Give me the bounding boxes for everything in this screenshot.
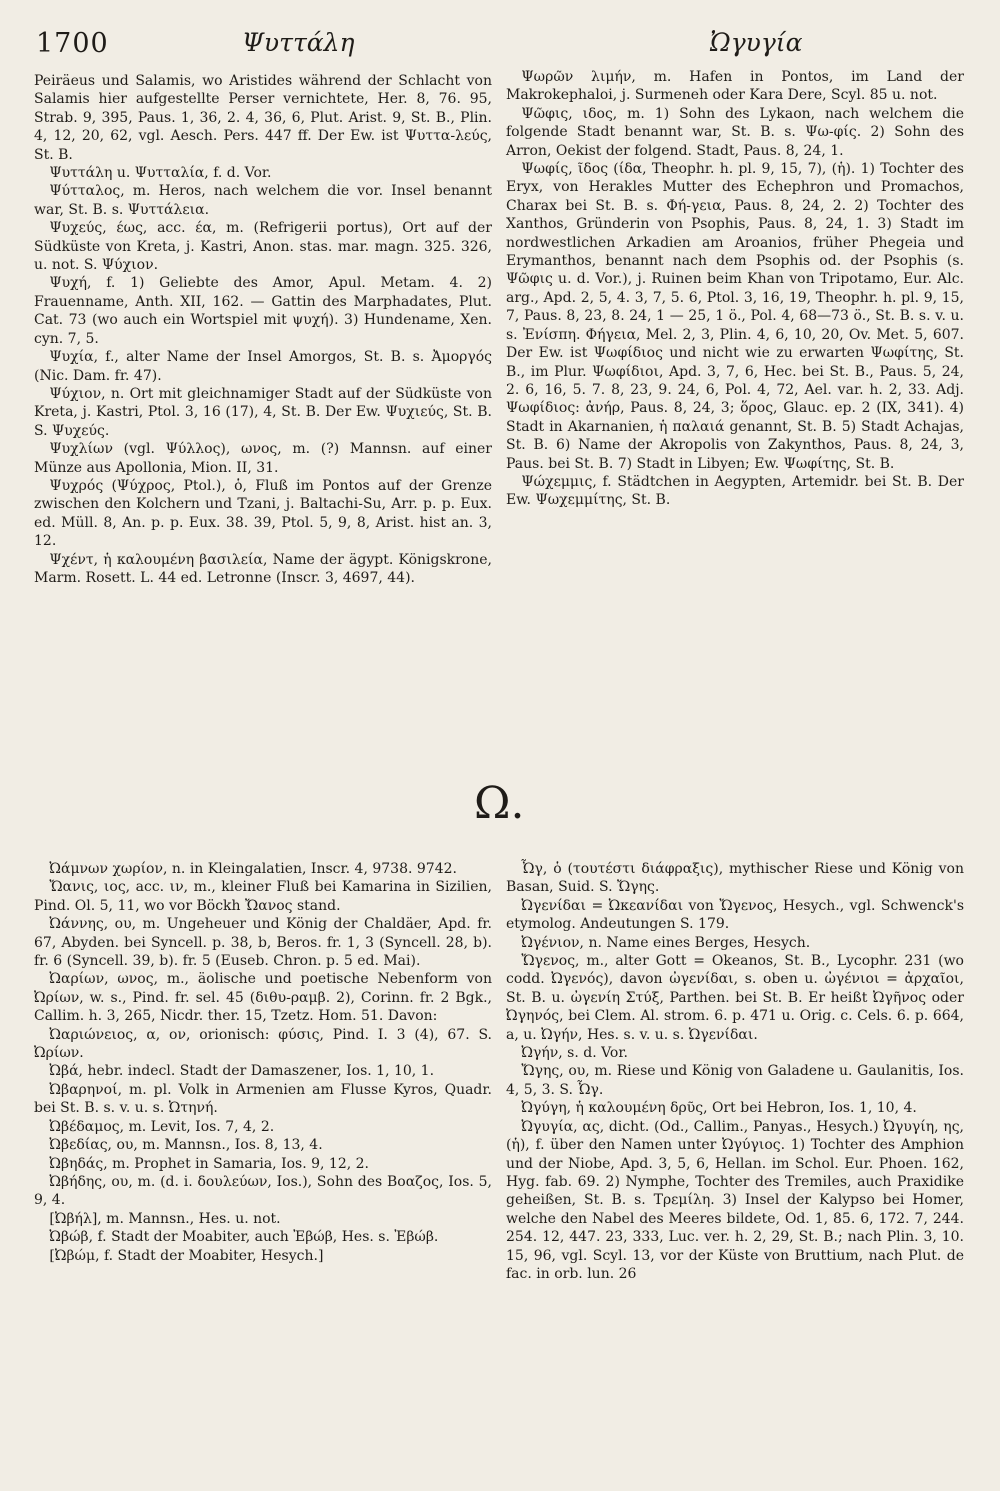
entry: Ὠάμνων χωρίον, n. in Kleingalatien, Inscr. 4, 9738. 9742. <box>49 861 457 877</box>
entry: Ὤγενος, m., alter Gott = Okeanos, St. B., Lycophr. 231 (wo codd. Ὠγενός), davon ὠγενίδαι, s. oben u. ὠγένιοι = ἀρχαῖοι, St. B. u. ὠγενίη Στύξ, Parthen. bei St. B. Er heißt Ὠγῆνος oder Ὠγηνός, bei Clem. Al. strom. 6. p. 471 u. Orig. c. Cels. 6. p. 664, a, u. Ὠγήν, Hes. s. v. u. s. Ὠγενίδαι. <box>506 953 964 1043</box>
entry: Ψυχή, f. 1) Geliebte des Amor, Apul. Metam. 4. 2) Frauenname, Anth. XII, 162. — Gattin des Marphadates, Plut. Cat. 73 (wo auch ein Wortspiel mit ψυχή). 3) Hundename, Xen. cyn. 7, 5. <box>34 275 492 347</box>
upper-right-column <box>506 68 964 510</box>
entry: Peiräeus und Salamis, wo Aristides während der Schlacht von Salamis hier aufgestellte Perser vernichtete, Her. 8, 76. 95, Strab. 9, 395, Paus. 1, 36, 2. 4, 36, 6, Plut. Arist. 9, St. B., Plin. 4, 12, 20, 62, vgl. Aesch. Pers. 447 ff. Der Ew. ist Ψυττα-λεύς, St. B. <box>34 73 492 163</box>
entry: Ὠβά, hebr. indecl. Stadt der Damaszener, Ios. 1, 10, 1. <box>49 1063 435 1080</box>
entry: Ὠβήδης, ου, m. (d. i. δουλεύων, Ios.), Sohn des Βοαζος, Ios. 5, 9, 4. <box>34 1173 492 1209</box>
entry: Ὠβέδαμος, m. Levit, Ios. 7, 4, 2. <box>49 1118 275 1135</box>
entry: Ψχέντ, ἡ καλουμένη βασιλεία, Name der ägypt. Königskrone, Marm. Rosett. L. 44 ed. Letronne (Inscr. 3, 4697, 44). <box>34 551 492 586</box>
entry: Ψώχεμμις, f. Städtchen in Aegypten, Artemidr. bei St. B. Der Ew. Ψωχεμμίτης, St. B. <box>506 473 964 509</box>
entry: Ὦγ, ὁ (τουτέστι διάφραξις), mythischer Riese und König von Basan, Suid. S. Ὤγης. <box>506 861 964 896</box>
entry: Ὠγενίδαι = Ὠκεανίδαι von Ὤγενος, Hesych., vgl. Schwenck's etymolog. Andeutungen S. 179. <box>506 897 964 933</box>
running-header <box>30 22 960 70</box>
entry: [Ὠβήλ], m. Mannsn., Hes. u. not. <box>49 1210 281 1227</box>
entry: Ὠγήν, s. d. Vor. <box>521 1045 628 1062</box>
entry: Ψυχρός (Ψύχρος, Ptol.), ὁ, Fluß im Pontos auf der Grenze zwischen den Kolchern und Tzani, j. Baltachi-Su, Arr. p. p. Eux. ed. Müll. 8, An. p. p. Eux. 38. 39, Ptol. 5, 9, 8, Arist. hist an. 3, 12. <box>34 477 492 550</box>
entry: Ψυχλίων (vgl. Ψύλλος), ωνος, m. (?) Mannsn. auf einer Münze aus Apollonia, Mion. II, 31. <box>34 441 492 476</box>
upper-left-column <box>34 72 492 587</box>
entry: Ὠβαρηνοί, m. pl. Volk in Armenien am Flusse Kyros, Quadr. bei St. B. s. v. u. s. Ὠτηνή. <box>34 1081 492 1117</box>
left-running-head: Ψυττάλη <box>242 28 355 57</box>
entry: Ψωρῶν λιμήν, m. Hafen in Pontos, im Land der Makrokephaloi, j. Surmeneh oder Kara Dere, Scyl. 85 u. not. <box>506 69 964 104</box>
entry: Ὠγυγία, ας, dicht. (Od., Callim., Panyas., Hesych.) Ὠγυγίη, ης, (ἡ), f. über den Namen unter Ὠγύγιος. 1) Tochter des Amphion und der Niobe, Apd. 3, 5, 6, Hellan. im Schol. Eur. Phoen. 162, Hyg. fab. 69. 2) Nymphe, Tochter des Tremiles, auch Praxidike geheißen, St. B. s. Τρεμίλη. 3) Insel der Kalypso bei Homer, welche den Nabel des Meeres bildete, Od. 1, 85. 6, 172. 7, 244. 254. 12, 447. 23, 333, Luc. ver. h. 2, 29, St. B.; nach Plin. 3, 10. 15, 96, vgl. Scyl. 13, vor der Küste von Bruttium, nach Plut. de fac. in orb. lun. 26 <box>506 1118 964 1282</box>
lower-left-column <box>34 860 492 1265</box>
entry: Ὠβεδίας, ου, m. Mannsn., Ios. 8, 13, 4. <box>49 1137 323 1154</box>
entry: Ψυχία, f., alter Name der Insel Amorgos, St. B. s. Ἀμοργός (Nic. Dam. fr. 47). <box>34 349 492 384</box>
entry: Ψυττάλη u. Ψυτταλία, f. d. Vor. <box>49 165 272 182</box>
lower-right-column <box>506 860 964 1283</box>
page-number: 1700 <box>36 28 109 59</box>
entry: Ὠαρίων, ωνος, m., äolische und poetische Nebenform von Ὠρίων, w. s., Pind. fr. sel. 45 (διθυ-ραμβ. 2), Corinn. fr. 2 Bgk., Callim. h. 3, 265, Nicdr. ther. 15, Tzetz. Hom. 51. Davon: <box>34 971 492 1025</box>
entry: Ὠγύγη, ἡ καλουμένη δρῦς, Ort bei Hebron, Ios. 1, 10, 4. <box>521 1100 917 1117</box>
entry: [Ὠβώμ, f. Stadt der Moabiter, Hesych.] <box>49 1247 324 1264</box>
entry: Ψύτταλος, m. Heros, nach welchem die vor. Insel benannt war, St. B. s. Ψυττάλεια. <box>34 183 492 218</box>
entry: Ὤανις, ιος, acc. ιν, m., kleiner Fluß bei Kamarina in Sizilien, Pind. Ol. 5, 11, wo vor Böckh Ὤανος stand. <box>34 879 492 914</box>
entry: Ὠγένιον, n. Name eines Berges, Hesych. <box>521 934 811 951</box>
entry: Ψυχεύς, έως, acc. έα, m. (Refrigerii portus), Ort auf der Südküste von Kreta, j. Kastri, Anon. stas. mar. magn. 325. 326, u. not. S. Ψύχιον. <box>34 220 492 274</box>
entry: Ὠβηδάς, m. Prophet in Samaria, Ios. 9, 12, 2. <box>49 1155 370 1172</box>
entry: Ψύχιον, n. Ort mit gleichnamiger Stadt auf der Südküste von Kreta, j. Kastri, Ptol. 3, 16 (17), 4, St. B. Der Ew. Ψυχιεύς, St. B. S. Ψυχεύς. <box>34 385 492 439</box>
entry: Ὠαριώνειος, α, ον, orionisch: φύσις, Pind. I. 3 (4), 67. S. Ὠρίων. <box>34 1026 492 1062</box>
entry: Ὠβώβ, f. Stadt der Moabiter, auch Ἐβώβ, Hes. s. Ἐβώβ. <box>49 1229 439 1246</box>
right-running-head: Ὠγυγία <box>710 28 803 57</box>
entry: Ψῶφις, ιδος, m. 1) Sohn des Lykaon, nach welchem die folgende Stadt benannt war, St. B. s. Ψω-φίς. 2) Sohn des Arron, Oekist der folgend. Stadt, Paus. 8, 24, 1. <box>506 105 964 159</box>
entry: Ὠάννης, ου, m. Ungeheuer und König der Chaldäer, Apd. fr. 67, Abyden. bei Syncell. p. 38, b, Beros. fr. 1, 3 (Syncell. 28, b). fr. 6 (Syncell. 39, b). fr. 5 (Euseb. Chron. p. 5 ed. Mai). <box>34 916 492 970</box>
section-letter-omega: Ω. <box>474 778 525 829</box>
entry: Ψωφίς, ῖδος (ίδα, Theophr. h. pl. 9, 15, 7), (ἡ). 1) Tochter des Eryx, von Herakles Mutter des Echephron und Promachos, Charax bei St. B. s. Φή-γεια, Paus. 8, 24, 2. 2) Tochter des Xanthos, Gründerin von Psophis, Paus. 8, 24, 1. 3) Stadt im nordwestlichen Arkadien am Aroanios, früher Phegeia und Erymanthos, benannt nach dem Psophis od. der Psophis (s. Ψῶφις u. d. Vor.), j. Ruinen beim Khan von Tripotamo, Eur. Alc. arg., Apd. 2, 5, 4. 3, 7, 5. 6, Ptol. 3, 16, 19, Theophr. h. pl. 9, 15, 7, Paus. 8, 23, 8. 24, 1 — 25, 1 ö., Pol. 4, 68—73 ö., St. B. s. v. u. s. Ἐνίσπη. Φήγεια, Mel. 2, 3, Plin. 4, 6, 10, 20, Ov. Met. 5, 607. Der Ew. ist Ψωφίδιος und nicht wie zu erwarten Ψωφίτης, St. B., im Plur. Ψωφίδιοι, Apd. 3, 7, 6, Hec. bei St. B., Paus. 5, 24, 2. 6, 16, 5. 7. 8, 23, 9. 24, 6, Pol. 4, 72, Ael. var. h. 2, 33. Adj. Ψωφίδιος: ἀνήρ, Paus. 8, 24, 3; ὅρος, Glauc. ep. 2 (IX, 341). 4) Stadt in Akarnanien, ἡ παλαιά genannt, St. B. 5) Stadt Achajas, St. B. 6) Name der Akropolis von Zakynthos, Paus. 8, 24, 3, Paus. bei St. B. 7) Stadt in Libyen; Ew. Ψωφίτης, St. B. <box>506 161 964 472</box>
entry: Ὤγης, ου, m. Riese und König von Galadene u. Gaulanitis, Ios. 4, 5, 3. S. Ὦγ. <box>506 1063 964 1098</box>
